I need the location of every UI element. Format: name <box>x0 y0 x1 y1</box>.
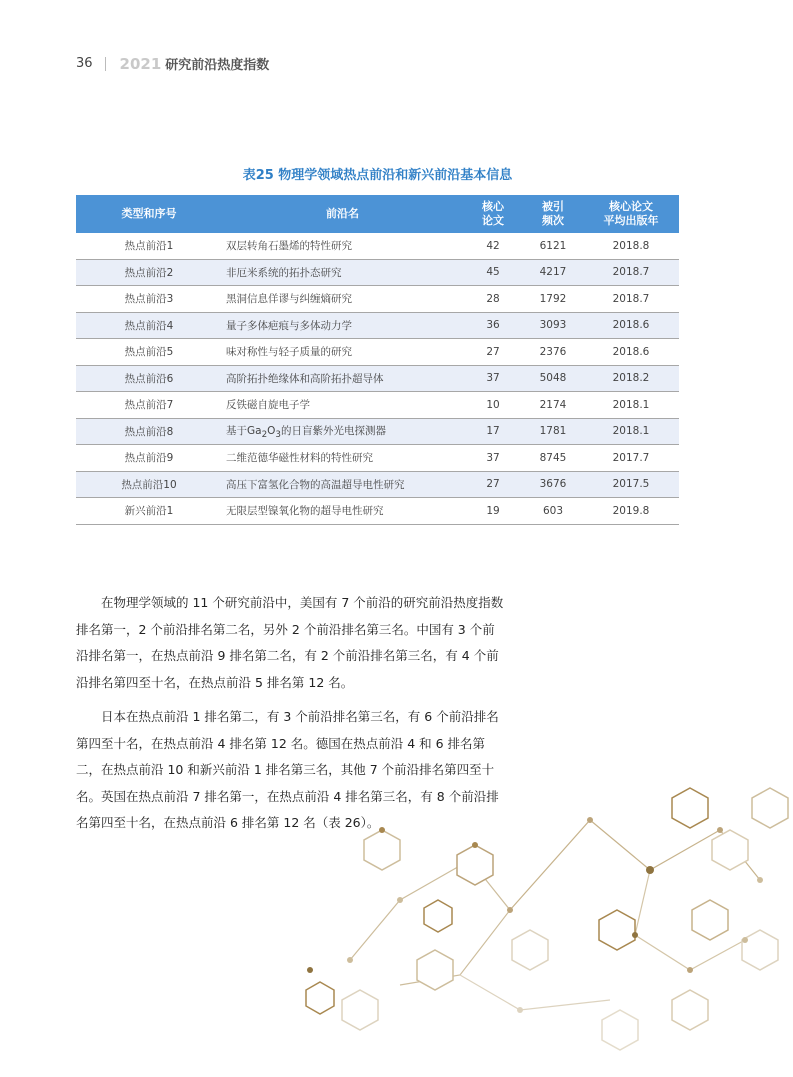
cell-papers: 45 <box>463 259 523 286</box>
header-year: 2021 <box>119 54 162 73</box>
cell-citations: 603 <box>523 498 583 525</box>
cell-type: 新兴前沿1 <box>76 498 222 525</box>
cell-name: 高阶拓扑绝缘体和高阶拓扑超导体 <box>222 365 463 392</box>
cell-citations: 2376 <box>523 339 583 366</box>
table-header-row <box>76 195 679 233</box>
cell-year: 2018.6 <box>583 339 679 366</box>
cell-name: 双层转角石墨烯的特性研究 <box>222 233 463 259</box>
table-row <box>76 365 679 392</box>
cell-type: 热点前沿3 <box>76 286 222 313</box>
cell-citations: 8745 <box>523 445 583 472</box>
cell-year: 2018.7 <box>583 259 679 286</box>
cell-type: 热点前沿10 <box>76 471 222 498</box>
cell-papers: 37 <box>463 365 523 392</box>
table-row <box>76 445 679 472</box>
header-title: 研究前沿热度指数 <box>165 58 270 73</box>
cell-year: 2019.8 <box>583 498 679 525</box>
cell-name: 非厄米系统的拓扑态研究 <box>222 259 463 286</box>
cell-citations: 2174 <box>523 392 583 419</box>
cell-type: 热点前沿7 <box>76 392 222 419</box>
cell-name: 反铁磁自旋电子学 <box>222 392 463 419</box>
cell-type: 热点前沿8 <box>76 418 222 445</box>
table-row <box>76 418 679 445</box>
cell-type: 热点前沿5 <box>76 339 222 366</box>
cell-citations: 1792 <box>523 286 583 313</box>
col-header-name: 前沿名 <box>222 195 463 233</box>
col-header-citations: 被引 频次 <box>523 195 583 233</box>
cell-papers: 19 <box>463 498 523 525</box>
cell-papers: 10 <box>463 392 523 419</box>
cell-year: 2018.2 <box>583 365 679 392</box>
cell-year: 2017.7 <box>583 445 679 472</box>
cell-papers: 27 <box>463 339 523 366</box>
cell-type: 热点前沿4 <box>76 312 222 339</box>
frontier-table <box>76 195 679 525</box>
cell-year: 2017.5 <box>583 471 679 498</box>
col-header-papers: 核心 论文 <box>463 195 523 233</box>
col-header-type: 类型和序号 <box>76 195 222 233</box>
cell-name: 高压下富氢化合物的高温超导电性研究 <box>222 471 463 498</box>
cell-type: 热点前沿2 <box>76 259 222 286</box>
cell-year: 2018.6 <box>583 312 679 339</box>
cell-name: 二维范德华磁性材料的特性研究 <box>222 445 463 472</box>
cell-name: 无限层型镍氧化物的超导电性研究 <box>222 498 463 525</box>
cell-citations: 3676 <box>523 471 583 498</box>
cell-papers: 17 <box>463 418 523 445</box>
cell-citations: 4217 <box>523 259 583 286</box>
cell-papers: 36 <box>463 312 523 339</box>
col-header-year: 核心论文 平均出版年 <box>583 195 679 233</box>
header-divider <box>105 57 106 71</box>
cell-papers: 42 <box>463 233 523 259</box>
page-number: 36 <box>76 56 93 71</box>
table-caption: 表25 物理学领域热点前沿和新兴前沿基本信息 <box>242 168 513 183</box>
cell-name: 基于$Ga_2O_3$的日盲紫外光电探测器 <box>222 418 463 445</box>
table-row <box>76 233 679 259</box>
table-row <box>76 392 679 419</box>
table-row <box>76 339 679 366</box>
cell-citations: 5048 <box>523 365 583 392</box>
cell-type: 热点前沿9 <box>76 445 222 472</box>
table-row <box>76 259 679 286</box>
paragraph: 日本在热点前沿 1 排名第二，有 3 个前沿排名第三名，有 6 个前沿排名第四至十名，在热点前沿 4 排名第 12 名。德国在热点前沿 4 和 6 排名第二，在热点前沿 10 和新兴前沿 1 排名第三名，其他 7 个前沿排名第四至十名。英国在热点前沿 7 排名第一，在热点前沿 4 排名第三名，有 8 个前沿排名第四至十名，在热点前沿 6 排名第 12 名（表 26）。 <box>76 709 499 830</box>
cell-year: 2018.8 <box>583 233 679 259</box>
molecule-decoration <box>290 760 793 1077</box>
cell-citations: 6121 <box>523 233 583 259</box>
cell-year: 2018.1 <box>583 418 679 445</box>
cell-year: 2018.7 <box>583 286 679 313</box>
table-row <box>76 498 679 525</box>
cell-year: 2018.1 <box>583 392 679 419</box>
paragraph: 在物理学领域的 11 个研究前沿中，美国有 7 个前沿的研究前沿热度指数排名第一，2 个前沿排名第二名，另外 2 个前沿排名第三名。中国有 3 个前沿排名第一，在热点前沿 9 排名第二名，有 2 个前沿排名第三名，有 4 个前沿排名第四至十名，在热点前沿 5 排名第 12 名。 <box>76 595 504 690</box>
cell-papers: 28 <box>463 286 523 313</box>
cell-papers: 37 <box>463 445 523 472</box>
cell-citations: 1781 <box>523 418 583 445</box>
cell-papers: 27 <box>463 471 523 498</box>
cell-citations: 3093 <box>523 312 583 339</box>
table-row <box>76 471 679 498</box>
running-header <box>76 54 269 73</box>
cell-name: 量子多体疤痕与多体动力学 <box>222 312 463 339</box>
table-row <box>76 312 679 339</box>
table-row <box>76 286 679 313</box>
cell-type: 热点前沿1 <box>76 233 222 259</box>
cell-name: 黑洞信息佯谬与纠缠熵研究 <box>222 286 463 313</box>
cell-type: 热点前沿6 <box>76 365 222 392</box>
cell-name: 味对称性与轻子质量的研究 <box>222 339 463 366</box>
